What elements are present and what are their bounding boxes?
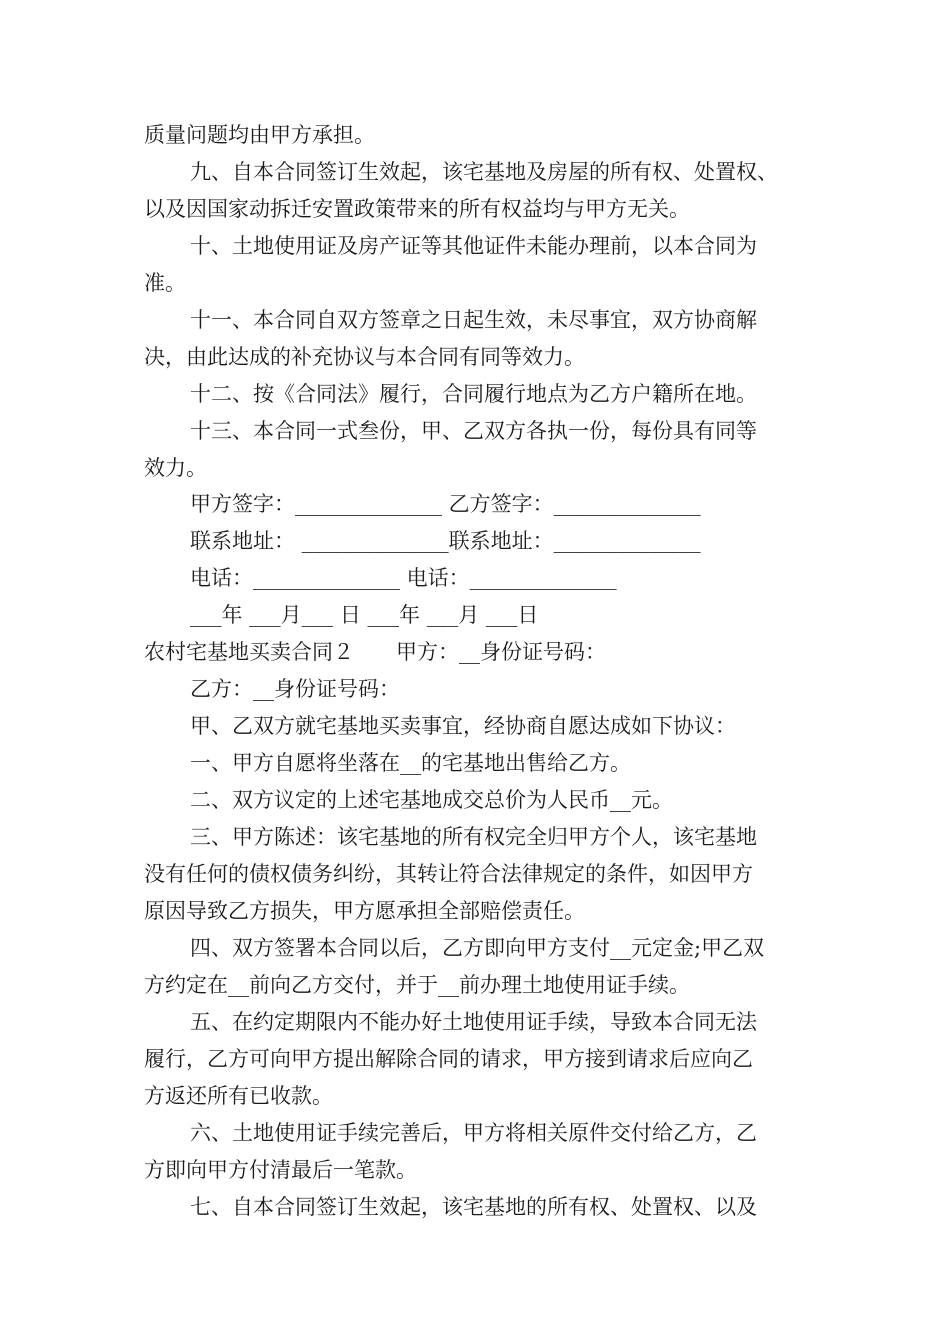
clause-10-line: 十、土地使用证及房产证等其他证件未能办理前，以本合同为 xyxy=(190,234,757,258)
paragraph-line: 准。 xyxy=(144,271,186,295)
paragraph-line: 质量问题均由甲方承担。 xyxy=(144,123,375,147)
date-line: ___年 ___月___ 日 ___年 ___月 ___日 xyxy=(190,603,539,627)
paragraph-line: 效力。 xyxy=(144,456,207,480)
clause-11-line: 十一、本合同自双方签章之日起生效，未尽事宜，双方协商解 xyxy=(190,308,757,332)
clause-3-line: 三、甲方陈述：该宅基地的所有权完全归甲方个人，该宅基地 xyxy=(190,825,757,849)
clause-2-line: 二、双方议定的上述宅基地成交总价为人民币__元。 xyxy=(190,788,673,812)
paragraph-line: 履行，乙方可向甲方提出解除合同的请求，甲方接到请求后应向乙 xyxy=(144,1047,753,1071)
paragraph-line: 以及因国家动拆迁安置政策带来的所有权益均与甲方无关。 xyxy=(144,197,690,221)
signature-line: 甲方签字：______________ 乙方签字：______________ xyxy=(190,492,701,516)
party-b-line: 乙方：__身份证号码： xyxy=(190,677,400,701)
paragraph-line: 方即向甲方付清最后一笔款。 xyxy=(144,1158,417,1182)
clause-4-line: 四、双方签署本合同以后，乙方即向甲方支付__元定金;甲乙双 xyxy=(190,936,765,960)
paragraph-line: 方返还所有已收款。 xyxy=(144,1084,333,1108)
preamble-line: 甲、乙双方就宅基地买卖事宜，经协商自愿达成如下协议： xyxy=(190,714,736,738)
clause-13-line: 十三、本合同一式叁份，甲、乙双方各执一份，每份具有同等 xyxy=(190,419,757,443)
clause-1-line: 一、甲方自愿将坐落在__的宅基地出售给乙方。 xyxy=(190,751,631,775)
clause-9-line: 九、自本合同签订生效起，该宅基地及房屋的所有权、处置权、 xyxy=(190,160,778,184)
address-line: 联系地址： ______________联系地址：______________ xyxy=(190,529,701,553)
paragraph-line: 决，由此达成的补充协议与本合同有同等效力。 xyxy=(144,345,585,369)
paragraph-line: 没有任何的债权债务纠纷，其转让符合法律规定的条件，如因甲方 xyxy=(144,862,753,886)
phone-line: 电话：______________ 电话：______________ xyxy=(190,566,617,590)
clause-7-line: 七、自本合同签订生效起，该宅基地的所有权、处置权、以及 xyxy=(190,1195,757,1219)
clause-6-line: 六、土地使用证手续完善后，甲方将相关原件交付给乙方，乙 xyxy=(190,1121,757,1145)
clause-5-line: 五、在约定期限内不能办好土地使用证手续，导致本合同无法 xyxy=(190,1010,757,1034)
contract-title-line: 农村宅基地买卖合同２ 甲方：__身份证号码： xyxy=(144,640,606,664)
paragraph-line: 原因导致乙方损失，甲方愿承担全部赔偿责任。 xyxy=(144,899,585,923)
paragraph-line: 方约定在__前向乙方交付，并于__前办理土地使用证手续。 xyxy=(144,973,690,997)
clause-12-line: 十二、按《合同法》履行，合同履行地点为乙方户籍所在地。 xyxy=(190,382,757,406)
